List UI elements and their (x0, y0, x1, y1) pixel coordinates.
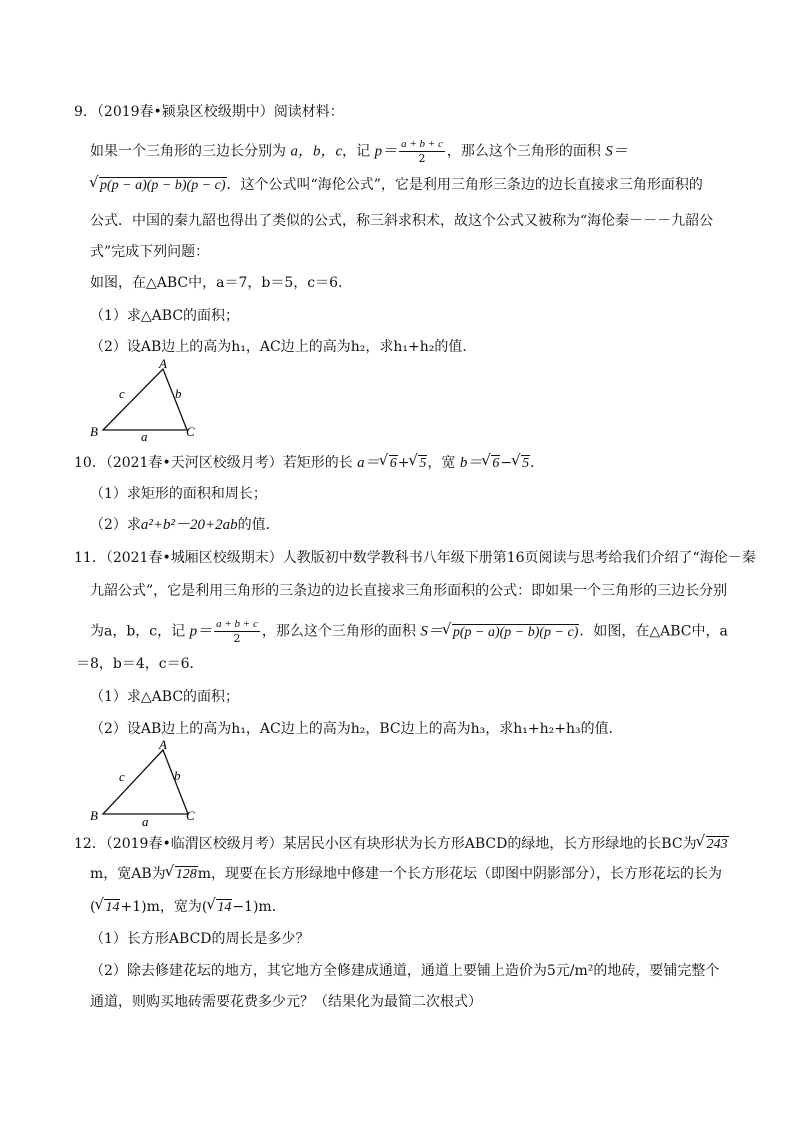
q10-source: （2021春•天河区校级月考） (105, 455, 283, 471)
q9-paragraph-line-4: 式”完成下列问题： (90, 244, 210, 260)
q12-stem-line-2 (90, 864, 722, 885)
q12-sqrt243 (697, 834, 729, 855)
q11-text: ，那么这个三角形的面积 (261, 623, 416, 640)
q12-header (74, 834, 729, 855)
q11-given-values: ＝8，b＝4，c＝6． (76, 656, 204, 672)
q9-number: 9． (74, 104, 97, 120)
q9-label-C: C (186, 424, 195, 439)
q11-subquestion-2: （2）设AB边上的高为h₁，AC边上的高为h₂，BC边上的高为h₃，求h₁+h₂+h₃的值． (90, 721, 623, 737)
q12-text: ( (90, 899, 96, 915)
q11-number: 11． (74, 550, 106, 566)
q11-fraction-denominator: 2 (233, 632, 241, 645)
q11-label-A: A (159, 738, 167, 752)
q9-fraction-numerator: a + b + c (401, 138, 443, 150)
q9-text: 如果一个三角形的三边长分别为 (90, 143, 286, 160)
q9-label-a: a (141, 429, 148, 444)
q12-radicand: 14 (105, 900, 120, 915)
q12-text: m，宽AB为 (90, 866, 166, 882)
q9-label-c: c (119, 386, 125, 401)
q9-given-values: 如图，在△ABC中，a＝7，b＝5，c＝6． (90, 275, 353, 291)
q9-paragraph-line-3: 公式．中国的秦九韶也得出了类似的公式，称三斜求积术，故这个公式又被称为“海伦秦－－－九韶公 (90, 213, 714, 229)
q11-header (74, 548, 756, 568)
q9-subquestion-1: （1）求△ABC的面积； (90, 308, 240, 324)
q9-s-equals: S＝ (605, 143, 628, 160)
q11-text: ．如图，在△ABC中，a (579, 623, 728, 640)
q11-stem-line-3 (90, 617, 728, 646)
q9-paragraph-line-1 (90, 137, 628, 166)
q10-a-equals: a＝ (357, 455, 380, 471)
q10-sqrt5 (409, 453, 427, 474)
q9-header (74, 102, 344, 122)
q12-subquestion-2-line-2: 通道，则购买地砖需要花费多少元？（结果化为最简二次根式） (90, 994, 482, 1010)
q11-label-C: C (186, 808, 195, 823)
q9-vars: a，b，c (290, 143, 343, 160)
q11-heron-formula (443, 622, 580, 643)
q10-sqrt5b (512, 453, 530, 474)
q12-sqrt14-b (207, 897, 232, 918)
q9-text: ．这个公式叫“海伦公式”，它是利用三角形三条边的边长直接求三角形面积的 (226, 177, 703, 193)
q10-sqrt6b (482, 453, 500, 474)
q10-radicand: 6 (492, 456, 500, 471)
q10-sqrt6 (380, 453, 398, 474)
q9-p-equals: p＝ (374, 143, 398, 160)
q12-radicand: 14 (217, 900, 232, 915)
q9-source: （2019春•颍泉区校级期中） (96, 104, 274, 120)
q12-sqrt14-a (95, 897, 120, 918)
q10-header (74, 453, 544, 474)
q11-heron-radicand: p(p − a)(p − b)(p − c) (452, 624, 579, 640)
q11-s-equals: S＝ (420, 623, 443, 640)
q9-label-B: B (90, 424, 98, 439)
q10-expression: a²+b²－20+2ab (140, 517, 238, 533)
q10-subquestion-2 (90, 515, 280, 535)
q9-text: ，那么这个三角形的面积 (446, 143, 601, 160)
q11-subquestion-1: （1）求△ABC的面积； (90, 689, 240, 705)
q10-radicand: 6 (389, 456, 397, 471)
q12-text: +1)m，宽为( (120, 899, 208, 915)
q11-stem-line-2: 九韶公式”，它是利用三角形的三条边的边长直接求三角形面积的公式：即如果一个三角形的三边长分别 (90, 583, 728, 599)
q12-text: 某居民小区有块形状为长方形ABCD的绿地，长方形绿地的长BC为 (282, 836, 697, 852)
q12-radicand: 243 (706, 837, 728, 852)
q12-radicand: 128 (175, 867, 197, 882)
q10-text: 的值． (237, 517, 280, 533)
q11-label-b: b (174, 768, 181, 783)
q9-label-b: b (175, 386, 182, 401)
q9-header-text: 阅读材料： (273, 104, 344, 120)
q10-number: 10． (74, 455, 106, 471)
q12-sqrt128 (166, 864, 198, 885)
q9-label-A: A (159, 358, 167, 371)
q9-heron-formula (90, 175, 227, 196)
q9-triangle-figure (85, 358, 205, 448)
q10-text: （2）求 (90, 517, 141, 533)
q11-label-a: a (142, 814, 149, 828)
q11-triangle-figure (85, 738, 210, 828)
q9-text: ，记 (342, 143, 371, 160)
q12-subquestion-1: （1）长方形ABCD的周长是多少？ (90, 931, 310, 947)
q10-radicand: 5 (522, 456, 530, 471)
q10-b-equals: b＝ (459, 455, 483, 471)
q11-text: 人教版初中数学教科书八年级下册第16页阅读与思考给我们介绍了“海伦－秦 (282, 550, 756, 566)
q11-label-c: c (119, 769, 125, 784)
q12-text: m，现要在长方形绿地中修建一个长方形花坛（即图中阴影部分），长方形花坛的长为 (197, 866, 722, 882)
q11-fraction (214, 617, 260, 646)
q12-source: （2019春•临渭区校级月考） (105, 836, 283, 852)
q12-subquestion-2-line-1: （2）除去修建花坛的地方，其它地方全修建成通道，通道上要铺上造价为5元/m²的地砖，要铺完整个 (90, 963, 720, 979)
q10-minus: − (500, 455, 513, 471)
q10-radicand: 5 (419, 456, 427, 471)
q12-number: 12． (74, 836, 106, 852)
q10-plus: + (397, 455, 410, 471)
q9-paragraph-line-2 (90, 175, 703, 196)
q10-text: 若矩形的长 (282, 455, 353, 471)
q11-text: 为a，b，c，记 (90, 623, 186, 640)
q10-text: ，宽 (427, 455, 456, 471)
q11-source: （2021春•城厢区校级期末） (105, 550, 283, 566)
q11-fraction-numerator: a + b + c (216, 618, 258, 630)
q11-label-B: B (90, 808, 98, 823)
q12-stem-line-3 (90, 897, 286, 918)
q10-text: ． (530, 455, 545, 471)
q11-p-equals: p＝ (189, 623, 213, 640)
q9-fraction-denominator: 2 (418, 152, 426, 165)
q9-subquestion-2: （2）设AB边上的高为h₁，AC边上的高为h₂，求h₁+h₂的值． (90, 339, 477, 355)
q9-fraction (399, 137, 445, 166)
q10-subquestion-1: （1）求矩形的面积和周长； (90, 486, 267, 502)
q12-text: −1)m． (232, 899, 286, 915)
q9-heron-radicand: p(p − a)(p − b)(p − c) (100, 178, 226, 193)
